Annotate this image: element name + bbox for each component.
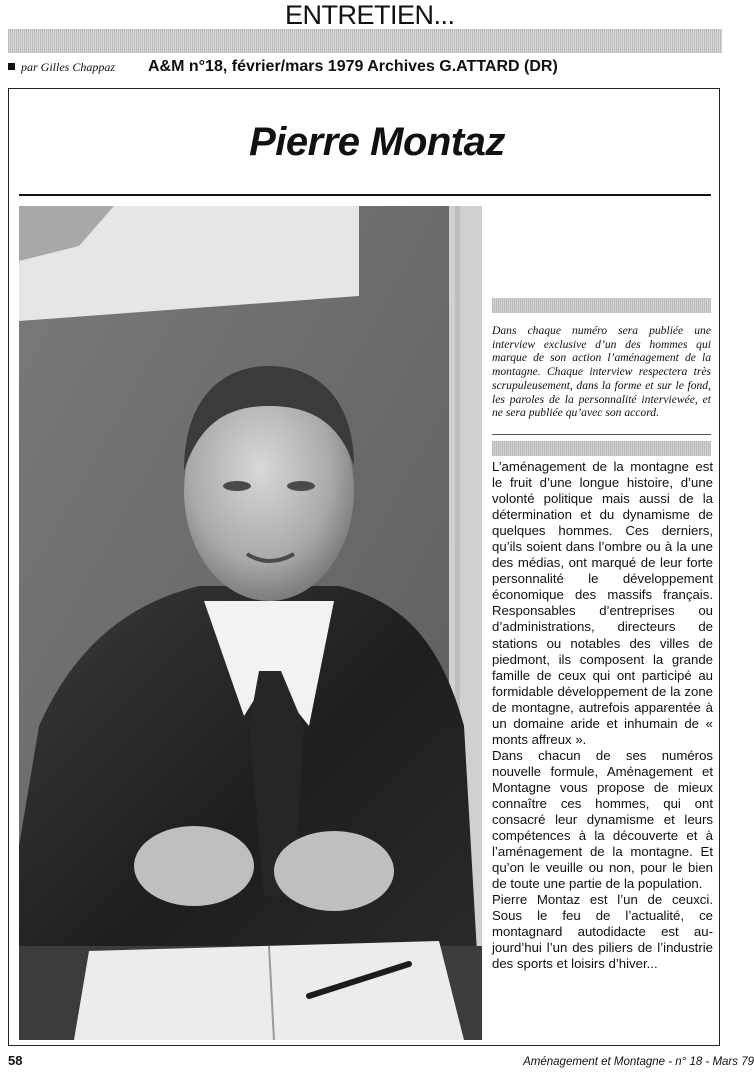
intro-rule <box>492 434 711 435</box>
article-body <box>492 459 713 973</box>
bullet-square-icon <box>8 63 15 70</box>
body-paragraph: Pierre Montaz est l’un de ceuxci. Sous le feu de l’actualité, ce montagnard autodidacte est aujourd’hui l’un des piliers de l’industrie des sports et loisirs d’hiver... <box>492 892 713 972</box>
intro-text: Dans chaque numéro sera publiée une interview exclusive d’un des hommes qui marque de son action l’aménagement de la montagne. Chaque interview respectera très scrupuleusement, dans la forme et sur le fond, les paroles de la personnalité interviewée, et ne sera publiée qu’avec son accord. <box>492 324 711 420</box>
byline-text: par Gilles Chappaz <box>21 60 116 74</box>
portrait-photo-illustration <box>19 206 482 1040</box>
intro-top-band <box>492 298 711 313</box>
byline <box>8 60 115 75</box>
portrait-photo <box>19 206 482 1040</box>
source-note: A&M n°18, février/mars 1979 Archives G.ATTARD (DR) <box>148 58 558 75</box>
body-top-band <box>492 441 711 456</box>
article-headline: Pierre Montaz <box>249 120 505 164</box>
publication-footer: Aménagement et Montagne - n° 18 - Mars 79 <box>523 1056 754 1068</box>
body-paragraph: L’aménagement de la montagne est le fruit d’une longue histoire, d’une volonté politique mais aussi de la détermination et du dynamisme de quelques hommes. Ces derniers, qu’ils soient dans l’ombre ou à la une des médias, ont marqué de leur forte personnalité le développement économique des massifs français. Responsables d’entreprises ou d’administrations, directeurs de stations ou notables des villes de piedmont, ils composent la grande famille de ceux qui ont participé au formidable développement de la zone de montagne, autrefois apparentée à un domaine aride et inhumain de « monts affreux ». <box>492 459 713 747</box>
page-number: 58 <box>8 1053 23 1068</box>
section-band <box>8 29 722 53</box>
body-paragraph: Dans chacun de ses numéros nouvelle formule, Aménagement et Montagne vous propose de mieux connaître ces hommes, qui ont consacré leur dynamisme et leurs compétences à la découverte et à l’aménagement de la montagne. Et qu’on le veuille ou non, pour le bien de toute une partie de la population. <box>492 747 713 892</box>
section-title: ENTRETIEN... <box>285 0 455 30</box>
headline-rule <box>19 194 711 196</box>
